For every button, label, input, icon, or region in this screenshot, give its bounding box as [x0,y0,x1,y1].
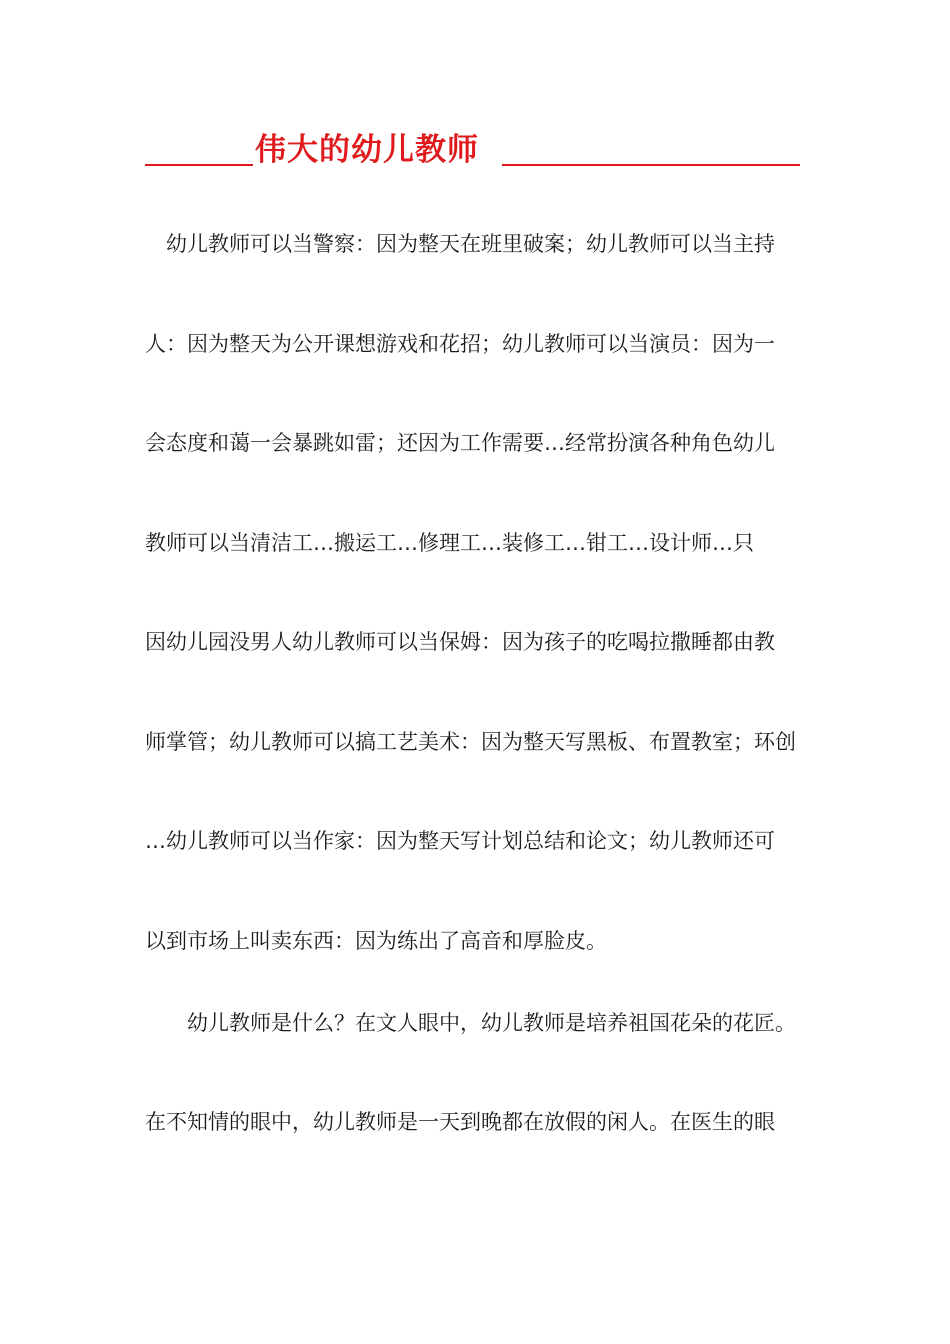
document-title: 伟大的幼儿教师 [255,132,479,168]
body-line-6: 师掌管；幼儿教师可以搞工艺美术：因为整天写黑板、布置教室；环创 [145,730,796,754]
body-line-3: 会态度和蔼一会暴跳如雷；还因为工作需要…经常扮演各种角色幼儿 [145,431,775,455]
body-line-8: 以到市场上叫卖东西：因为练出了高音和厚脸皮。 [145,929,607,953]
body-line-7: …幼儿教师可以当作家：因为整天写计划总结和论文；幼儿教师还可 [145,829,775,853]
body-line-1: 幼儿教师可以当警察：因为整天在班里破案；幼儿教师可以当主持 [145,232,775,256]
title-underline-right [502,164,800,166]
title-underline-left [145,164,253,166]
title-row [145,128,800,172]
body-line-10: 在不知情的眼中，幼儿教师是一天到晚都在放假的闲人。在医生的眼 [145,1110,775,1134]
body-line-5: 因幼儿园没男人幼儿教师可以当保姆：因为孩子的吃喝拉撒睡都由教 [145,630,775,654]
body-line-4: 教师可以当清洁工…搬运工…修理工…装修工…钳工…设计师…只 [145,531,754,555]
body-line-2: 人：因为整天为公开课想游戏和花招；幼儿教师可以当演员：因为一 [145,332,775,356]
body-line-9: 幼儿教师是什么？在文人眼中，幼儿教师是培养祖国花朵的花匠。 [145,1011,796,1035]
